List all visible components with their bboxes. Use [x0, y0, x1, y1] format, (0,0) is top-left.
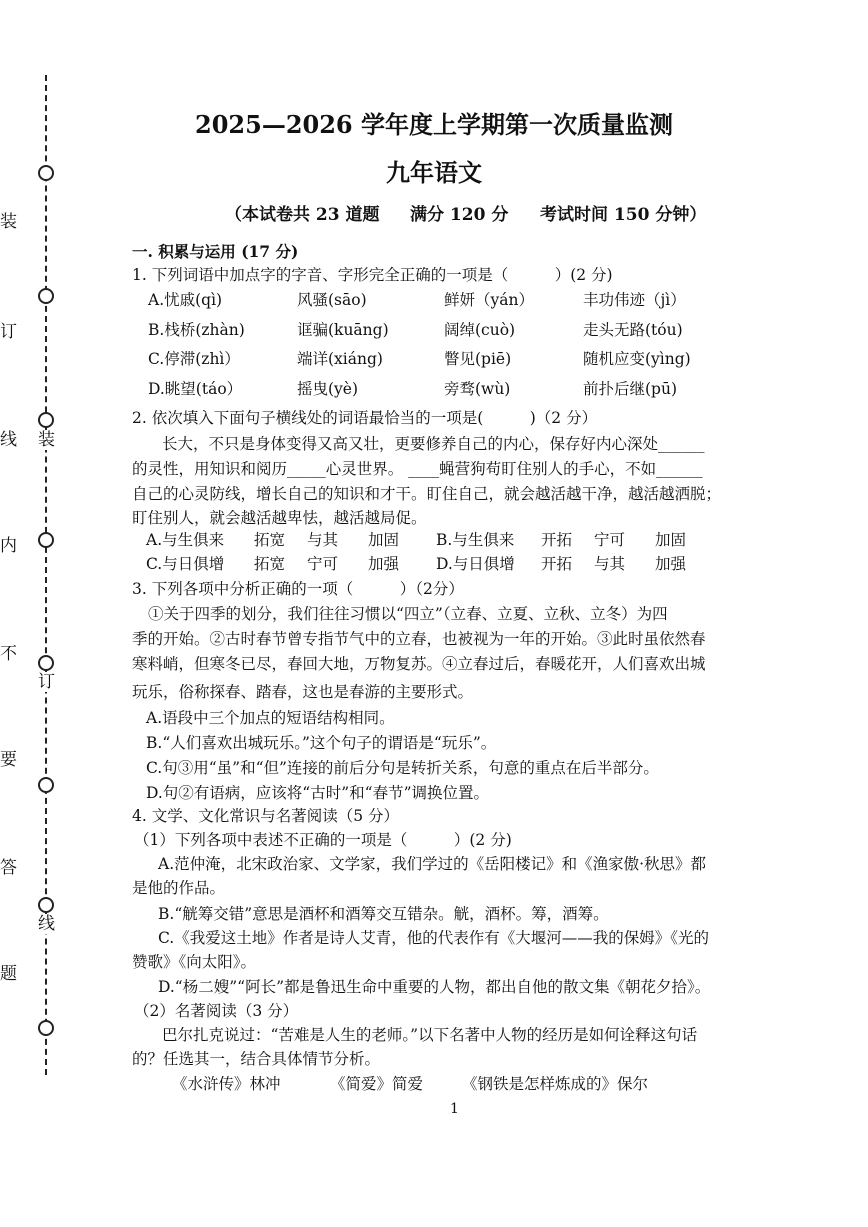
q4-option-c-cont: 赞歌》《向太阳》。 [132, 953, 257, 971]
q2-option-d-3: 与其 [594, 555, 626, 573]
q2-option-a-3: 与其 [307, 531, 339, 549]
q2-option-c-3: 宁可 [307, 555, 339, 573]
binding-word: 要 [0, 750, 17, 770]
q2-option-b-4: 加固 [655, 531, 687, 549]
question-1-stem: 1. 下列词语中加点字的字音、字形完全正确的一项是（ ）(2 分) [132, 266, 613, 284]
q4-option-a-cont: 是他的作品。 [132, 879, 226, 897]
q2-passage-line: 自己的心灵防线，增长自己的知识和才干。盯住自己，就会越活越干净，越活越洒脱； [132, 485, 722, 503]
q3-passage-line: 季的开始。②古时春节曾专指节气中的立春，也被视为一年的开始。③此时虽依然春 [132, 630, 706, 648]
q2-option-c-1: C.与日俱增 [146, 555, 225, 573]
q4-sub1-stem: （1）下列各项中表述不正确的一项是（ ）(2 分) [134, 831, 512, 849]
q3-option-a: A.语段中三个加点的短语结构相同。 [146, 709, 395, 727]
q2-passage-line: 的灵性，用知识和阅历_____心灵世界。 ____蝇营狗苟盯住别人的手心，不如______ [132, 460, 703, 478]
q1-option-a-4: 丰功伟迹（jì） [583, 291, 686, 309]
q2-option-b-1: B.与生俱来 [436, 531, 515, 549]
binding-word: 答 [0, 858, 17, 878]
q1-option-b-2: 诓骗(kuāng) [297, 321, 389, 339]
binding-ring [38, 288, 54, 304]
q3-passage-line: 玩乐，俗称探春、踏春，这也是春游的主要形式。 [132, 683, 474, 701]
question-4-stem: 4. 文学、文化常识与名著阅读（5 分） [132, 807, 400, 825]
exam-subject: 九年语文 [386, 158, 482, 187]
q2-option-a-2: 拓宽 [254, 531, 286, 549]
binding-ring [38, 777, 54, 793]
q2-option-d-2: 开拓 [541, 555, 573, 573]
q2-option-b-3: 宁可 [594, 531, 626, 549]
binding-ring-word: 装 [38, 430, 55, 450]
q4-sub2-stem: （2）名著阅读（3 分） [134, 1002, 299, 1020]
q1-option-d-4: 前扑后继(pū) [583, 380, 677, 398]
q2-option-d-1: D.与日俱增 [436, 555, 515, 573]
exam-info-count: （本试卷共 23 道题 [225, 205, 380, 225]
binding-word: 内 [0, 536, 17, 556]
q2-option-b-2: 开拓 [541, 531, 573, 549]
q4-option-b: B.“觥筹交错”意思是酒杯和酒筹交互错杂。觥，酒杯。筹，酒筹。 [158, 905, 609, 923]
binding-ring-word: 线 [38, 914, 55, 934]
q3-option-c: C.句③用“虽”和“但”连接的前后分句是转折关系，句意的重点在后半部分。 [146, 759, 659, 777]
binding-ring [38, 655, 54, 671]
q1-option-c-3: 瞥见(piē) [444, 350, 512, 368]
binding-ring [38, 532, 54, 548]
q3-option-b: B.“人们喜欢出城玩乐。”这个句子的谓语是“玩乐”。 [146, 734, 497, 752]
q3-passage-line: ①关于四季的划分，我们往往习惯以“四立”（立春、立夏、立秋、立冬）为四 [148, 605, 668, 623]
q1-option-a-1: A.忧戚(qì) [148, 291, 223, 309]
q2-option-c-2: 拓宽 [254, 555, 286, 573]
binding-word: 题 [0, 964, 17, 984]
q2-option-a-1: A.与生俱来 [146, 531, 225, 549]
q4-option-c: C.《我爱这土地》作者是诗人艾青，他的代表作有《大堰河——我的保姆》《光的 [158, 929, 709, 947]
q1-option-d-2: 摇曳(yè) [297, 380, 359, 398]
q1-option-a-2: 风骚(sāo) [297, 291, 367, 309]
question-3-stem: 3. 下列各项中分析正确的一项（ ）（2分） [132, 580, 464, 598]
q2-passage-line: 长大，不只是身体变得又高又壮，更要修养自己的内心，保存好内心深处______ [162, 435, 705, 453]
q4-option-a: A.范仲淹，北宋政治家、文学家，我们学过的《岳阳楼记》和《渔家傲·秋思》都 [158, 855, 707, 873]
page-number: 1 [450, 1101, 459, 1117]
binding-ring-word: 订 [38, 672, 55, 692]
q4-option-d: D.“杨二嫂”“阿长”都是鲁迅生命中重要的人物，都出自他的散文集《朝花夕拾》。 [158, 978, 711, 996]
q2-option-d-4: 加强 [655, 555, 687, 573]
q2-option-a-4: 加固 [368, 531, 400, 549]
binding-word: 装 [0, 212, 17, 232]
q4-sub2-text: 的？任选其一，结合具体情节分析。 [132, 1050, 381, 1068]
q1-option-b-3: 阔绰(cuò) [444, 321, 516, 339]
q1-option-a-3: 鲜妍（yán） [444, 291, 534, 309]
section-heading: 一. 积累与运用 (17 分) [132, 242, 299, 261]
exam-info-time: 考试时间 150 分钟） [540, 205, 707, 225]
q1-option-c-1: C.停滞(zhì） [148, 350, 240, 368]
q4-book-1: 《水浒传》林冲 [172, 1075, 281, 1093]
q2-option-c-4: 加强 [368, 555, 400, 573]
q1-option-d-1: D.眺望(táo） [148, 380, 243, 398]
binding-word: 不 [0, 644, 17, 664]
binding-ring [38, 1020, 54, 1036]
binding-word: 线 [0, 430, 17, 450]
q1-option-c-4: 随机应变(yìng) [583, 350, 691, 368]
q1-option-c-2: 端详(xiáng) [297, 350, 383, 368]
q4-book-2: 《简爱》简爱 [330, 1075, 424, 1093]
q1-option-d-3: 旁骛(wù) [444, 380, 511, 398]
binding-word: 订 [0, 322, 17, 342]
question-2-stem: 2. 依次填入下面句子横线处的词语最恰当的一项是( )（2 分） [132, 409, 598, 427]
exam-info-score: 满分 120 分 [410, 205, 509, 225]
q3-passage-line: 寒料峭，但寒冬已尽，春回大地，万物复苏。④立春过后，春暖花开，人们喜欢出城 [132, 655, 706, 673]
q4-book-3: 《钢铁是怎样炼成的》保尔 [462, 1075, 649, 1093]
q3-option-d: D.句②有语病，应该将“古时”和“春节”调换位置。 [146, 784, 489, 802]
q1-option-b-4: 走头无路(tóu) [583, 321, 683, 339]
q2-passage-line: 盯住别人，就会越活越卑怯，越活越局促。 [132, 509, 427, 527]
exam-title: 2025—2026 学年度上学期第一次质量监测 [195, 110, 673, 139]
binding-ring [38, 897, 54, 913]
q1-option-b-1: B.栈桥(zhàn) [148, 321, 245, 339]
q4-sub2-text: 巴尔扎克说过：“苦难是人生的老师。”以下名著中人物的经历是如何诠释这句话 [162, 1026, 698, 1044]
binding-ring [38, 412, 54, 428]
